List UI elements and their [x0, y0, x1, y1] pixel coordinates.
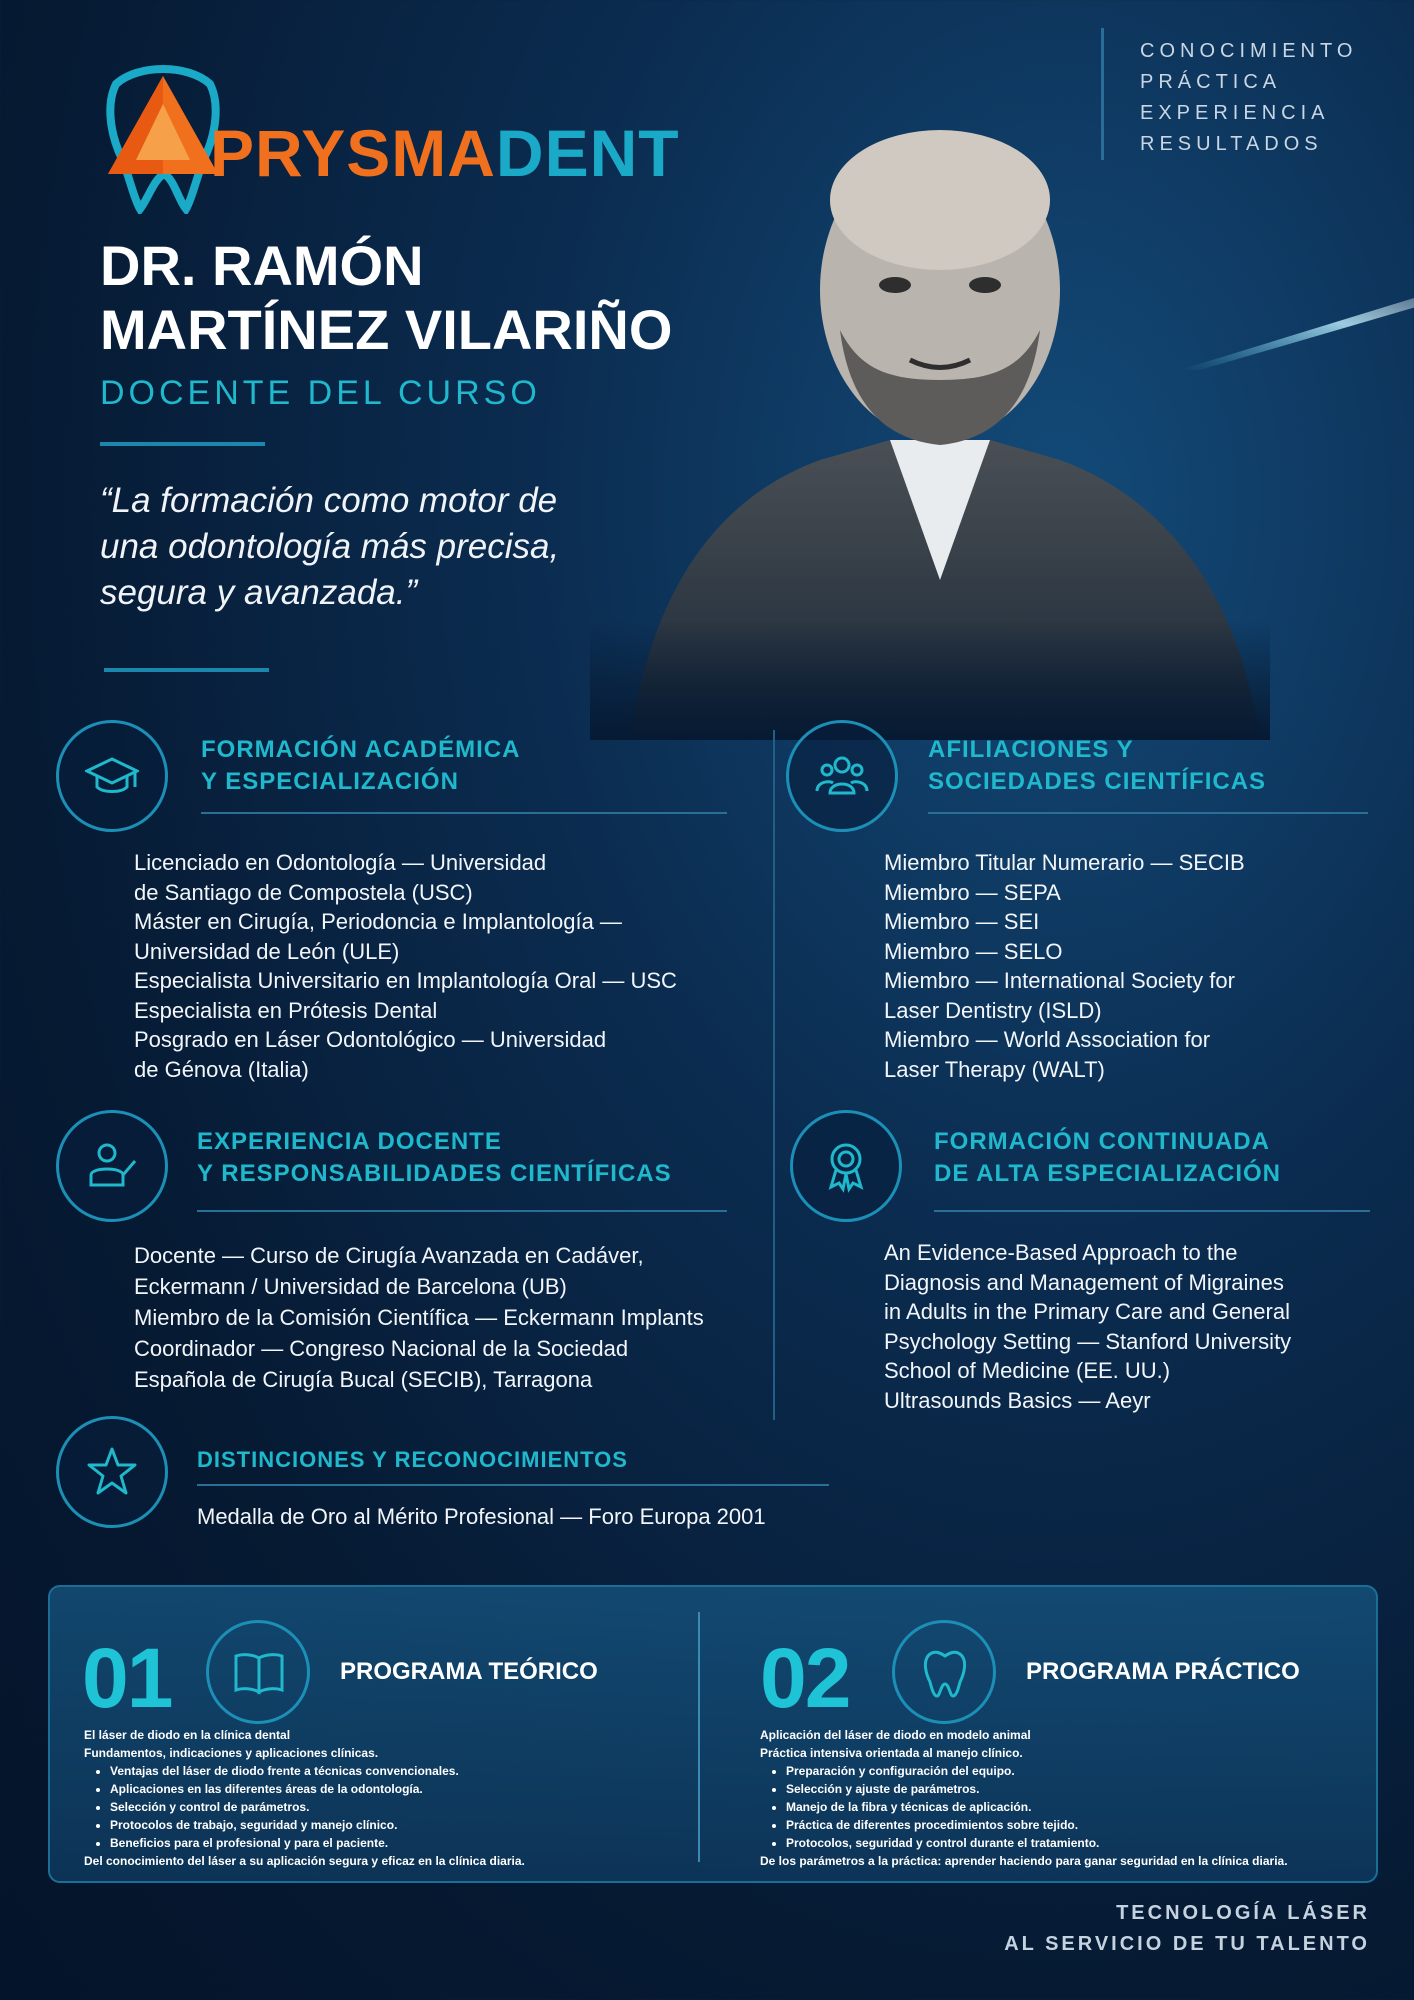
list-item: Miembro — International Society for [884, 968, 1235, 993]
book-icon [232, 1646, 286, 1700]
section-title-line: FORMACIÓN CONTINUADA [934, 1128, 1270, 1155]
program-number: 01 [82, 1631, 172, 1725]
program-divider [698, 1612, 700, 1862]
list-item: Diagnosis and Management of Migraines [884, 1269, 1284, 1295]
list-item: Española de Cirugía Bucal (SECIB), Tarragona [134, 1367, 593, 1392]
section-title-line: EXPERIENCIA DOCENTE [197, 1128, 502, 1155]
continuing-section-title [934, 1126, 1281, 1190]
quote-line: “La formación como motor de [100, 481, 558, 520]
teaching-section-body [134, 1240, 774, 1395]
program-icon-circle [206, 1620, 310, 1724]
list-item: • Aplicaciones en las diferentes áreas de la odontología. [110, 1780, 684, 1798]
section-title-line: AFILIACIONES Y [928, 736, 1134, 763]
affiliations-section-body [884, 848, 1384, 1084]
logo-text-dent: DENT [495, 116, 680, 190]
award-ribbon-icon [819, 1139, 873, 1193]
star-icon [85, 1445, 139, 1499]
list-item: Medalla de Oro al Mérito Profesional — Foro Europa 2001 [197, 1504, 766, 1529]
teaching-section-title [197, 1126, 672, 1190]
accent-line [100, 442, 265, 446]
logo-text-prysma: PRYSMA [210, 116, 496, 190]
program-bullets [110, 1762, 684, 1852]
section-title-line: Y RESPONSABILIDADES CIENTÍFICAS [197, 1160, 672, 1187]
list-item: An Evidence-Based Approach to the [884, 1240, 1238, 1265]
program-title: PROGRAMA TEÓRICO [340, 1658, 598, 1685]
users-group-icon [815, 749, 869, 803]
doctor-portrait [590, 80, 1270, 740]
doctor-quote [100, 478, 660, 616]
section-title-line: FORMACIÓN ACADÉMICA [201, 736, 521, 763]
program-number: 02 [760, 1631, 850, 1725]
continuing-section-body [884, 1238, 1384, 1415]
list-item: de Santiago de Compostela (USC) [134, 879, 473, 905]
list-item: • Selección y control de parámetros. [110, 1798, 684, 1816]
affiliations-section-title [928, 734, 1266, 798]
academic-section-title [201, 734, 520, 798]
doctor-name [100, 234, 760, 362]
list-item: Universidad de León (ULE) [134, 938, 400, 964]
section-rule [197, 1484, 829, 1486]
awards-section-body [197, 1502, 857, 1532]
list-item: • Ventajas del láser de diodo frente a técnicas convencionales. [110, 1762, 684, 1780]
tagline-item: CONOCIMIENTO [1140, 40, 1358, 62]
list-item: Miembro — SELO [884, 938, 1063, 964]
quote-line: una odontología más precisa, [100, 527, 560, 566]
program-body [760, 1726, 1370, 1870]
section-rule [934, 1210, 1370, 1212]
affiliations-section-icon-circle [786, 720, 898, 832]
section-rule [201, 812, 727, 814]
continuing-section-icon-circle [790, 1110, 902, 1222]
tagline-item: PRÁCTICA [1140, 71, 1282, 93]
list-item: • Beneficios para el profesional y para el paciente. [110, 1834, 684, 1852]
list-item: Miembro Titular Numerario — SECIB [884, 850, 1245, 875]
list-item: Psychology Setting — Stanford University [884, 1328, 1292, 1354]
list-item: • Protocolos, seguridad y control durante el tratamiento. [786, 1834, 1370, 1852]
list-item: Ultrasounds Basics — Aeyr [884, 1387, 1151, 1413]
accent-line [104, 668, 269, 672]
footer-line: TECNOLOGÍA LÁSER [1116, 1902, 1370, 1924]
list-item: in Adults in the Primary Care and General [884, 1299, 1290, 1324]
awards-section-title: DISTINCIONES Y RECONOCIMIENTOS [197, 1447, 628, 1472]
list-item: Eckermann / Universidad de Barcelona (UB) [134, 1274, 567, 1299]
list-item: • Manejo de la fibra y técnicas de aplicación. [786, 1798, 1370, 1816]
tagline-item: EXPERIENCIA [1140, 102, 1330, 124]
list-item: • Práctica de diferentes procedimientos sobre tejido. [786, 1816, 1370, 1834]
list-item: • Selección y ajuste de parámetros. [786, 1780, 1370, 1798]
section-title-line: SOCIEDADES CIENTÍFICAS [928, 768, 1267, 795]
section-rule [928, 812, 1368, 814]
program-title: PROGRAMA PRÁCTICO [1026, 1658, 1300, 1685]
light-streak-decoration [1180, 280, 1414, 370]
program-intro: Aplicación del láser de diodo en modelo animal [760, 1728, 1031, 1742]
program-intro: El láser de diodo en la clínica dental [84, 1728, 291, 1742]
program-intro: Fundamentos, indicaciones y aplicaciones clínicas. [84, 1746, 379, 1760]
list-item: Miembro de la Comisión Científica — Eckermann Implants [134, 1305, 704, 1330]
academic-section-icon-circle [56, 720, 168, 832]
quote-line: segura y avanzada.” [100, 573, 418, 612]
section-rule [197, 1210, 727, 1212]
list-item: Coordinador — Congreso Nacional de la Sociedad [134, 1336, 629, 1361]
awards-section-icon-circle [56, 1416, 168, 1528]
doctor-name-line: DR. RAMÓN [100, 234, 424, 297]
list-item: Miembro — SEI [884, 909, 1040, 934]
program-intro: Práctica intensiva orientada al manejo clínico. [760, 1746, 1023, 1760]
graduation-cap-icon [85, 749, 139, 803]
list-item: Miembro — SEPA [884, 879, 1061, 905]
list-item: Máster en Cirugía, Periodoncia e Implantología — [134, 909, 622, 934]
program-outro: Del conocimiento del láser a su aplicación segura y eficaz en la clínica diaria. [84, 1854, 525, 1868]
teaching-section-icon-circle [56, 1110, 168, 1222]
program-body [84, 1726, 684, 1870]
list-item: de Génova (Italia) [134, 1056, 309, 1082]
program-bullets [786, 1762, 1370, 1852]
section-title-line: Y ESPECIALIZACIÓN [201, 768, 459, 795]
list-item: • Preparación y configuración del equipo. [786, 1762, 1370, 1780]
list-item: Posgrado en Láser Odontológico — Universidad [134, 1027, 607, 1052]
list-item: Especialista en Prótesis Dental [134, 997, 438, 1023]
tagline-item: RESULTADOS [1140, 133, 1323, 155]
list-item: School of Medicine (EE. UU.) [884, 1358, 1171, 1383]
list-item: • Protocolos de trabajo, seguridad y manejo clínico. [110, 1816, 684, 1834]
list-item: Laser Dentistry (ISLD) [884, 997, 1102, 1023]
list-item: Licenciado en Odontología — Universidad [134, 850, 547, 875]
footer-line: AL SERVICIO DE TU TALENTO [1004, 1933, 1370, 1955]
section-title-line: DE ALTA ESPECIALIZACIÓN [934, 1160, 1281, 1187]
list-item: Docente — Curso de Cirugía Avanzada en Cadáver, [134, 1243, 644, 1268]
list-item: Laser Therapy (WALT) [884, 1056, 1105, 1082]
academic-section-body [134, 848, 754, 1084]
tooth-prism-logo-icon [98, 64, 228, 214]
program-icon-circle [892, 1620, 996, 1724]
footer-slogan [1004, 1898, 1370, 1960]
list-item: Miembro — World Association for [884, 1027, 1211, 1052]
doctor-name-line: MARTÍNEZ VILARIÑO [100, 298, 673, 361]
list-item: Especialista Universitario en Implantología Oral — USC [134, 968, 677, 993]
tooth-icon [918, 1646, 972, 1700]
doctor-role: DOCENTE DEL CURSO [100, 374, 541, 412]
program-outro: De los parámetros a la práctica: aprender haciendo para ganar seguridad en la clínica diaria. [760, 1854, 1288, 1868]
teacher-icon [85, 1139, 139, 1193]
